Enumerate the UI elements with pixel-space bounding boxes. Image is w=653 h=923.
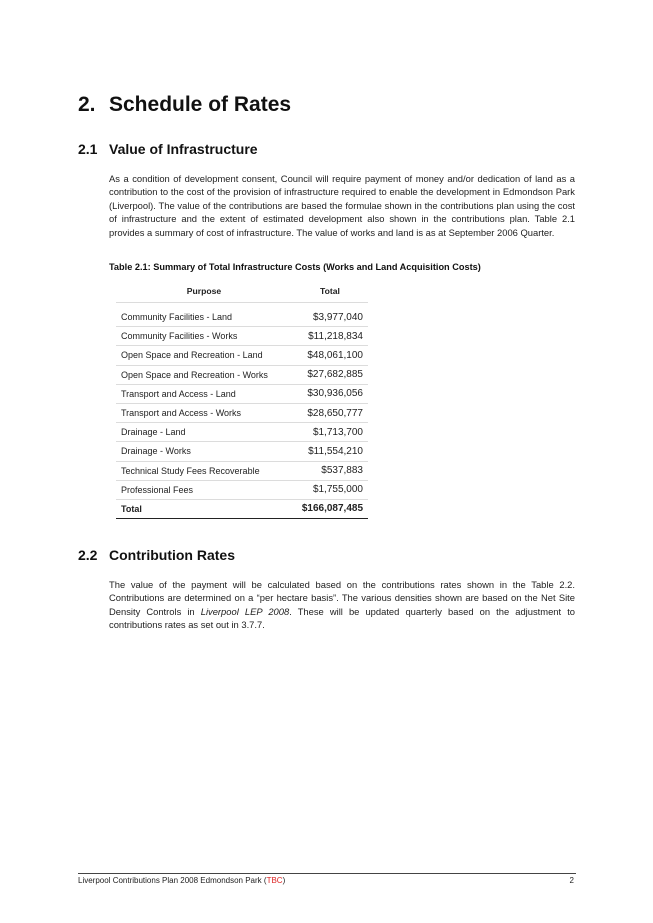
page-heading <box>78 93 291 117</box>
section-heading-value-of-infrastructure <box>78 141 258 157</box>
table-row <box>116 442 368 461</box>
purpose-cell: Open Space and Recreation - Land <box>116 346 292 365</box>
total-cell: $11,218,834 <box>292 327 368 346</box>
section-title: Value of Infrastructure <box>109 141 258 157</box>
footer-tbc: TBC <box>266 876 283 885</box>
page-footer <box>78 876 576 885</box>
table-row <box>116 403 368 422</box>
total-label: Total <box>116 499 292 518</box>
total-amount: $166,087,485 <box>292 499 368 518</box>
section-number: 2.1 <box>78 141 98 157</box>
section-heading-contribution-rates <box>78 547 235 563</box>
purpose-cell: Transport and Access - Land <box>116 384 292 403</box>
table-total-row <box>116 499 368 518</box>
purpose-cell: Professional Fees <box>116 480 292 499</box>
section-number: 2.2 <box>78 547 98 563</box>
purpose-cell: Community Facilities - Works <box>116 327 292 346</box>
total-column-header: Total <box>292 280 368 303</box>
table-row <box>116 365 368 384</box>
total-cell: $27,682,885 <box>292 365 368 384</box>
paragraph-text: The value of the payment will be calculated based on the contributions rates shown in the Table 2.2. Contributions are determined on a “per hectare basis”. The various densities shown are based on the Net Site Density Controls in <box>109 579 575 617</box>
infrastructure-paragraph: As a condition of development consent, Council will require payment of money and/or dedication of land as a contribution to the cost of the provision of infrastructure required to enable the development in Edmondson Park (Liverpool). The value of the contributions are based the formulae shown in the contributions plan using the cost of infrastructure and the extent of estimated development also shown in the contributions plan. Table 2.1 provides a summary of cost of infrastructure. The value of works and land is as at September 2006 Quarter. <box>109 173 575 238</box>
total-cell: $28,650,777 <box>292 403 368 422</box>
heading-title: Schedule of Rates <box>109 93 292 116</box>
purpose-cell: Technical Study Fees Recoverable <box>116 461 292 480</box>
table-row <box>116 480 368 499</box>
purpose-cell: Open Space and Recreation - Works <box>116 365 292 384</box>
purpose-cell: Drainage - Land <box>116 423 292 442</box>
contribution-rates-paragraph <box>109 578 575 632</box>
table-row <box>116 308 368 327</box>
total-cell: $30,936,056 <box>292 384 368 403</box>
table-row <box>116 327 368 346</box>
table-row <box>116 423 368 442</box>
footer-divider <box>78 873 576 874</box>
purpose-cell: Transport and Access - Works <box>116 403 292 422</box>
infrastructure-costs-table <box>116 280 368 519</box>
table-header-row <box>116 280 368 303</box>
total-cell: $11,554,210 <box>292 442 368 461</box>
total-cell: $1,755,000 <box>292 480 368 499</box>
table-caption: Table 2.1: Summary of Total Infrastructure Costs (Works and Land Acquisition Costs) <box>109 262 481 272</box>
purpose-column-header: Purpose <box>116 280 292 303</box>
page-number: 2 <box>569 876 574 885</box>
footer-close: ) <box>282 876 286 885</box>
section-title: Contribution Rates <box>109 547 235 563</box>
table-row <box>116 346 368 365</box>
total-cell: $1,713,700 <box>292 423 368 442</box>
purpose-cell: Drainage - Works <box>116 442 292 461</box>
table-row <box>116 461 368 480</box>
total-cell: $48,061,100 <box>292 346 368 365</box>
heading-number: 2. <box>78 93 96 116</box>
table-row <box>116 384 368 403</box>
total-cell: $3,977,040 <box>292 308 368 327</box>
purpose-cell: Community Facilities - Land <box>116 308 292 327</box>
total-cell: $537,883 <box>292 461 368 480</box>
paragraph-text: . These will be updated quarterly based on the adjustment to contributions rates as set out in 3.7.7. <box>109 605 576 631</box>
lep-reference: Liverpool LEP 2008 <box>200 605 290 617</box>
footer-title: Liverpool Contributions Plan 2008 Edmondson Park ( <box>78 876 267 885</box>
